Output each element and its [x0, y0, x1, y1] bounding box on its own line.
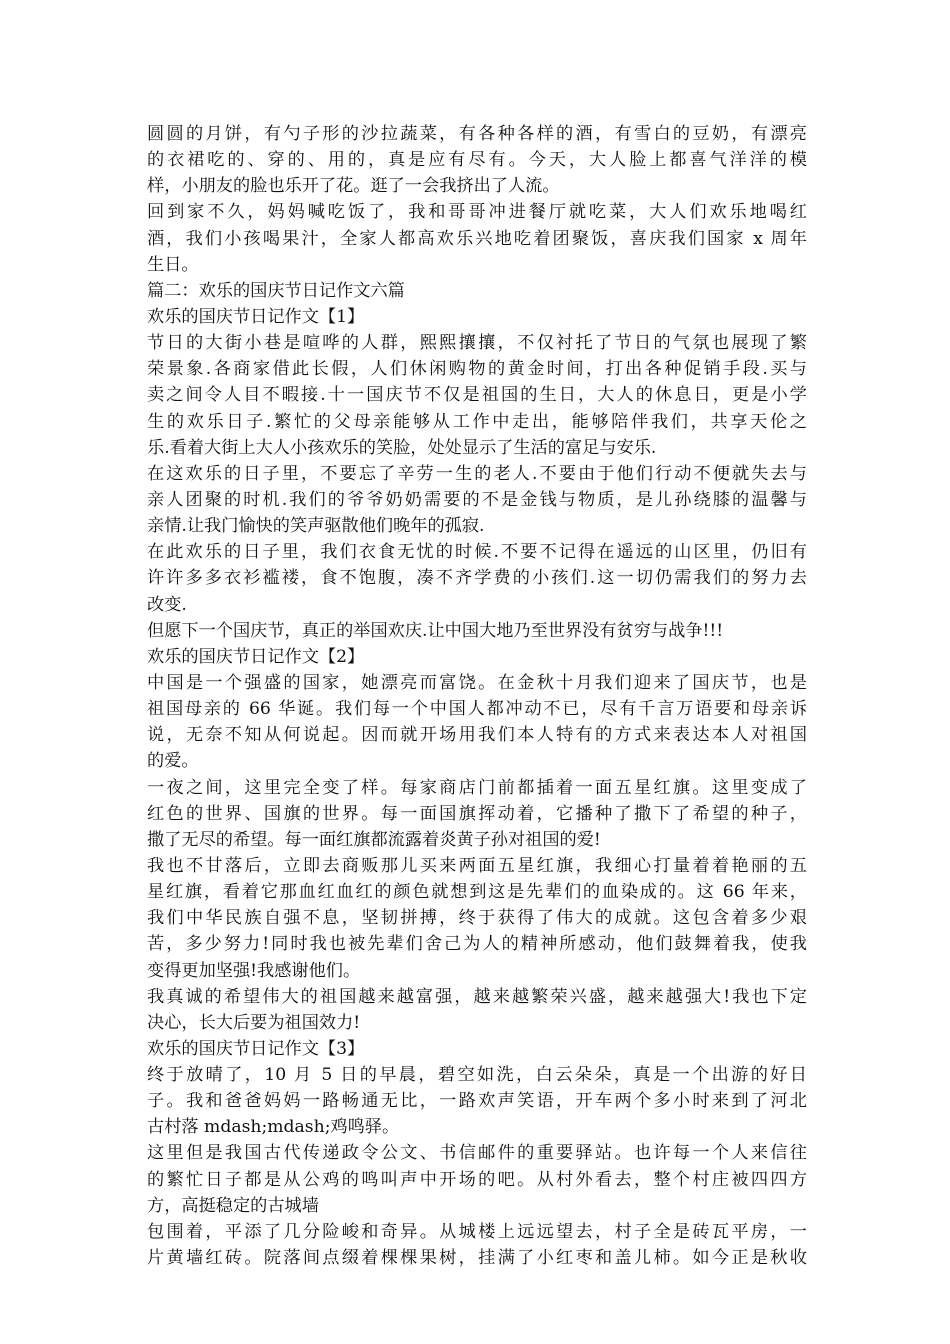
text-line: 生日。 — [147, 254, 199, 275]
text-line: 欢乐的国庆节日记作文【3】 — [147, 1038, 365, 1059]
text-line: 决心，长大后要为祖国效力! — [147, 1012, 361, 1033]
text-line: 的繁忙日子都是从公鸡的鸣叫声中开场的吧。从村外看去，整个村庄被四四方 — [147, 1169, 807, 1190]
text-line: 亲人团聚的时机.我们的爷爷奶奶需要的不是金钱与物质，是儿孙绕膝的温馨与 — [147, 489, 807, 510]
text-line: 撒了无尽的希望。每一面红旗都流露着炎黄子孙对祖国的爱! — [147, 829, 601, 850]
text-line: 酒，我们小孩喝果汁，全家人都高欢乐兴地吃着团聚饭，喜庆我们国家 x 周年 — [147, 228, 807, 249]
text-line: 星红旗，看着它那血红血红的颜色就想到这是先辈们的血染成的。这 66 年来， — [147, 882, 807, 903]
text-line: 在此欢乐的日子里，我们衣食无忧的时候.不要不记得在遥远的山区里，仍旧有 — [147, 542, 807, 563]
text-line: 祖国母亲的 66 华诞。我们每一个中国人都冲动不已，尽有千言万语要和母亲诉 — [147, 699, 807, 720]
text-line: 苦，多少努力!同时我也被先辈们舍己为人的精神所感动，他们鼓舞着我，使我 — [147, 934, 807, 955]
text-line: 子。我和爸爸妈妈一路畅通无比，一路欢声笑语，开车两个多小时来到了河北 — [147, 1091, 807, 1112]
text-line: 在这欢乐的日子里，不要忘了辛劳一生的老人.不要由于他们行动不便就失去与 — [147, 463, 807, 484]
text-line: 亲情.让我门愉快的笑声驱散他们晚年的孤寂. — [147, 516, 485, 537]
text-line: 生的欢乐日子.繁忙的父母亲能够从工作中走出，能够陪伴我们，共享天伦之 — [147, 411, 807, 432]
text-line: 卖之间令人目不暇接.十一国庆节不仅是祖国的生日，大人的休息日，更是小学 — [147, 385, 807, 406]
text-line: 片黄墙红砖。院落间点缀着棵棵果树，挂满了小红枣和盖儿柿。如今正是秋收 — [147, 1248, 807, 1269]
text-line: 但愿下一个国庆节，真正的举国欢庆.让中国大地乃至世界没有贫穷与战争!!! — [147, 620, 724, 641]
text-line: 包围着，平添了几分险峻和奇异。从城楼上远远望去，村子全是砖瓦平房，一 — [147, 1221, 807, 1242]
text-line: 变得更加坚强!我感谢他们。 — [147, 960, 361, 981]
text-line: 欢乐的国庆节日记作文【1】 — [147, 306, 365, 327]
text-line: 节日的大街小巷是喧哗的人群，熙熙攘攘，不仅衬托了节日的气氛也展现了繁 — [147, 333, 807, 354]
text-line: 样，小朋友的脸也乐开了花。逛了一会我挤出了人流。 — [147, 176, 560, 197]
text-line: 红色的世界、国旗的世界。每一面国旗挥动着，它播种了撒下了希望的种子， — [147, 803, 807, 824]
text-line: 说，无奈不知从何说起。因而就开场用我们本人特有的方式来表达本人对祖国 — [147, 725, 807, 746]
text-line: 篇二：欢乐的国庆节日记作文六篇 — [147, 280, 405, 301]
text-line: 我也不甘落后，立即去商贩那儿买来两面五星红旗，我细心打量着着艳丽的五 — [147, 855, 807, 876]
text-line: 我们中华民族自强不息，坚韧拼搏，终于获得了伟大的成就。这包含着多少艰 — [147, 908, 807, 929]
text-line: 许许多多衣衫褴褛，食不饱腹，凑不齐学费的小孩们.这一切仍需我们的努力去 — [147, 568, 807, 589]
text-line: 回到家不久，妈妈喊吃饭了，我和哥哥冲进餐厅就吃菜，大人们欢乐地喝红 — [147, 202, 807, 223]
document-page — [147, 121, 807, 1271]
text-line: 圆圆的月饼，有勺子形的沙拉蔬菜，有各种各样的酒，有雪白的豆奶，有漂亮 — [147, 124, 807, 144]
text-line: 一夜之间，这里完全变了样。每家商店门前都插着一面五星红旗。这里变成了 — [147, 777, 807, 798]
text-line: 这里但是我国古代传递政令公文、书信邮件的重要驿站。也许每一个人来信往 — [147, 1143, 807, 1164]
text-line: 乐.看着大街上大人小孩欢乐的笑脸，处处显示了生活的富足与安乐. — [147, 437, 657, 458]
text-line: 的爱。 — [147, 751, 199, 772]
text-line: 的衣裙吃的、穿的、用的，真是应有尽有。今天，大人脸上都喜气洋洋的模 — [147, 150, 807, 171]
text-line: 我真诚的希望伟大的祖国越来越富强，越来越繁荣兴盛，越来越强大!我也下定 — [147, 986, 807, 1007]
text-line: 欢乐的国庆节日记作文【2】 — [147, 646, 365, 667]
text-line: 改变. — [147, 594, 187, 615]
text-line: 荣景象.各商家借此长假，人们休闲购物的黄金时间，打出各种促销手段.买与 — [147, 359, 807, 380]
text-line: 中国是一个强盛的国家，她漂亮而富饶。在金秋十月我们迎来了国庆节，也是 — [147, 672, 807, 693]
text-line: 终于放晴了，10 月 5 日的早晨，碧空如洗，白云朵朵，真是一个出游的好日 — [147, 1065, 807, 1086]
text-line: 古村落 mdash;mdash;鸡鸣驿。 — [147, 1117, 400, 1138]
text-line: 方，高挺稳定的古城墙 — [147, 1195, 319, 1216]
